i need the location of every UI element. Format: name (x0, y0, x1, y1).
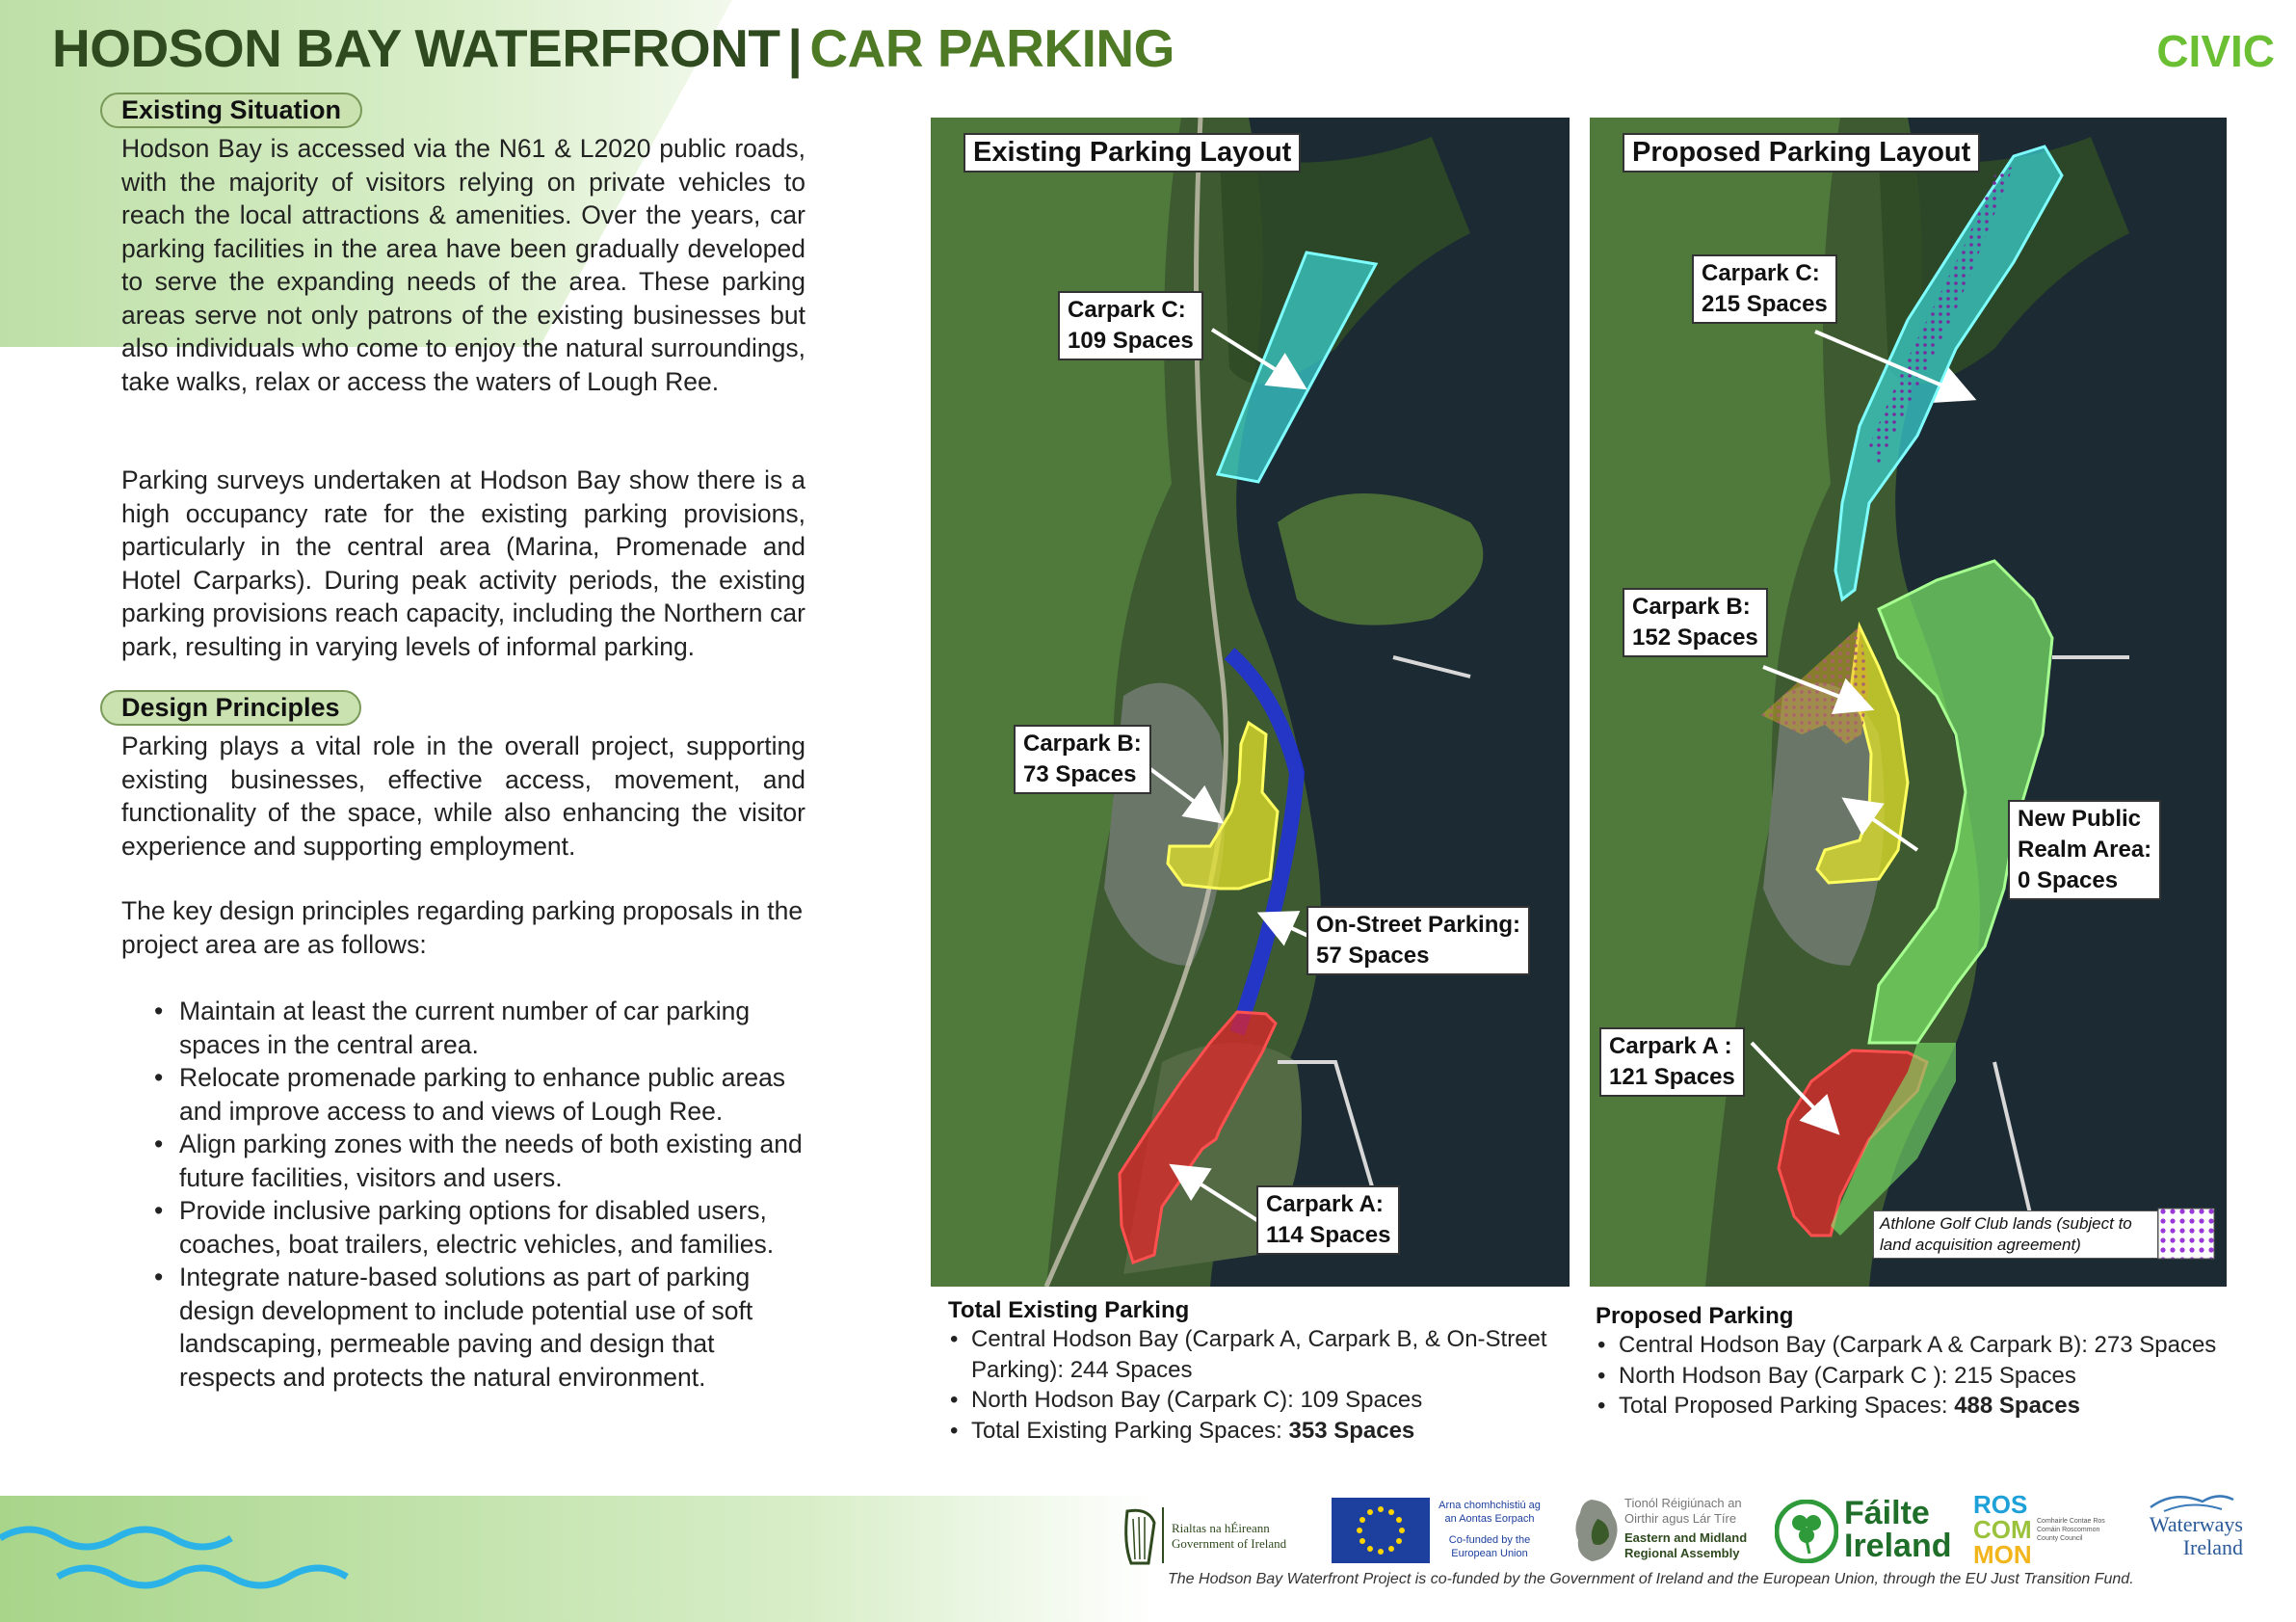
list-item: • Relocate promenade parking to enhance public areas and improve access to and views of Lough Ree. (123, 1061, 817, 1128)
list-item: • North Hodson Bay (Carpark C): 109 Spaces (948, 1385, 1565, 1416)
design-principles-heading: Design Principles (100, 690, 361, 726)
design-principles-para1: Parking plays a vital role in the overall project, supporting existing businesses, effective access, movement, and functionality of the space, while also enhancing the visitor experience and supporting employment. (121, 731, 805, 861)
proposed-public-realm-label: New Public Realm Area: 0 Spaces (2008, 800, 2161, 900)
existing-carpark-c-label: Carpark C: 109 Spaces (1058, 291, 1203, 360)
eu-flag-icon (1332, 1498, 1430, 1563)
proposed-total-value: 488 Spaces (1954, 1393, 2080, 1419)
list-item: • Integrate nature-based solutions as part of parking design development to include potential use of soft landscaping, permeable paving and design that respects and protects the natural environment. (123, 1261, 817, 1394)
design-principles-para2: The key design principles regarding parking proposals in the project area are as follows: (121, 896, 804, 959)
brand-logo: CIVIC (2156, 26, 2275, 76)
design-principles-list (123, 995, 817, 1394)
harp-icon (1120, 1505, 1160, 1567)
page-title (52, 17, 1174, 79)
proposed-summary (1596, 1303, 2270, 1422)
funding-footnote: The Hodson Bay Waterfront Project is co-funded by the Government of Ireland and the European Union, through the EU Just Transition Fund. (1168, 1571, 2134, 1587)
existing-carpark-a-label: Carpark A: 114 Spaces (1256, 1185, 1400, 1255)
list-item: • Align parking zones with the needs of both existing and future facilities, visitors and users. (123, 1128, 817, 1194)
list-item: • North Hodson Bay (Carpark C ): 215 Spaces (1596, 1361, 2270, 1392)
existing-on-street-label: On-Street Parking: 57 Spaces (1306, 906, 1530, 975)
list-item: • Central Hodson Bay (Carpark A & Carpark B): 273 Spaces (1596, 1330, 2270, 1361)
existing-parking-map (931, 118, 1570, 1287)
list-item: • Total Existing Parking Spaces: 353 Spaces (948, 1416, 1565, 1447)
proposed-summary-list (1596, 1330, 2270, 1422)
existing-situation-para1: Hodson Bay is accessed via the N61 & L2020 public roads, with the majority of visitors relying on private vehicles to reach the local attractions & amenities. Over the years, car parking facilities in the area have been gradually developed to serve the expanding needs of the area. These parking areas serve not only patrons of the existing businesses but also individuals who come to enjoy the natural surroundings, take walks, relax or access the waters of Lough Ree. (121, 134, 805, 396)
eu-cofunded-logo: Arna chomhchistiú ag an Aontas Eorpach Co-funded by the European Union (1332, 1498, 1545, 1569)
proposed-summary-heading: Proposed Parking (1596, 1303, 1794, 1329)
existing-summary (948, 1297, 1565, 1446)
list-item: • Central Hodson Bay (Carpark A, Carpark B, & On-Street Parking): 244 Spaces (948, 1324, 1565, 1385)
title-separator: | (787, 18, 803, 78)
proposed-map-title: Proposed Parking Layout (1623, 133, 1980, 173)
title-sub: CAR PARKING (809, 18, 1174, 78)
regional-assembly-logo: Tionól Réigiúnach an Oirthir agus Lár Tíre Eastern and Midland Regional Assembly (1570, 1492, 1755, 1569)
roscommon-council-logo: ROS COM MON Comhairle Contae Ros Comáin Roscommon County Council (1973, 1490, 2105, 1569)
title-main: HODSON BAY WATERFRONT (52, 18, 780, 78)
existing-situation-para2: Parking surveys undertaken at Hodson Bay show there is a high occupancy rate for the existing parking provisions, particularly in the central area (Marina, Promenade and Hotel Carparks). During peak activity periods, the existing parking provisions reach capacity, including the Northern car park, resulting in varying levels of informal parking. (121, 465, 805, 661)
swan-icon (2145, 1488, 2241, 1515)
existing-situation-heading: Existing Situation (100, 93, 362, 128)
failte-ireland-logo: Fáilte Ireland (1775, 1494, 1952, 1569)
proposed-map-graphic (1590, 118, 2227, 1287)
ireland-map-icon (1570, 1498, 1623, 1565)
existing-summary-list (948, 1324, 1565, 1446)
existing-map-graphic (931, 118, 1570, 1287)
list-item: • Provide inclusive parking options for disabled users, coaches, boat trailers, electric vehicles, and families. (123, 1194, 817, 1261)
government-of-ireland-logo: Rialtas na hÉireann Government of Ireland (1116, 1503, 1308, 1571)
existing-total-value: 353 Spaces (1288, 1417, 1415, 1444)
golf-lands-legend-swatch (2158, 1209, 2214, 1259)
golf-lands-legend-label: Athlone Golf Club lands (subject to land acquisition agreement) (1873, 1210, 2158, 1259)
shamrock-icon (1775, 1500, 1838, 1563)
proposed-carpark-a-label: Carpark A : 121 Spaces (1599, 1027, 1745, 1097)
list-item: • Total Proposed Parking Spaces: 488 Spaces (1596, 1391, 2270, 1422)
proposed-parking-map (1590, 118, 2227, 1287)
existing-summary-heading: Total Existing Parking (948, 1297, 1190, 1323)
existing-map-title: Existing Parking Layout (963, 133, 1301, 173)
existing-carpark-b-label: Carpark B: 73 Spaces (1014, 725, 1151, 794)
list-item: • Maintain at least the current number of car parking spaces in the central area. (123, 995, 817, 1061)
proposed-carpark-c-label: Carpark C: 215 Spaces (1692, 254, 1837, 324)
footer-background-band (0, 1496, 1156, 1622)
waterways-ireland-logo: Waterways Ireland (2122, 1488, 2247, 1565)
proposed-carpark-b-label: Carpark B: 152 Spaces (1623, 588, 1768, 657)
